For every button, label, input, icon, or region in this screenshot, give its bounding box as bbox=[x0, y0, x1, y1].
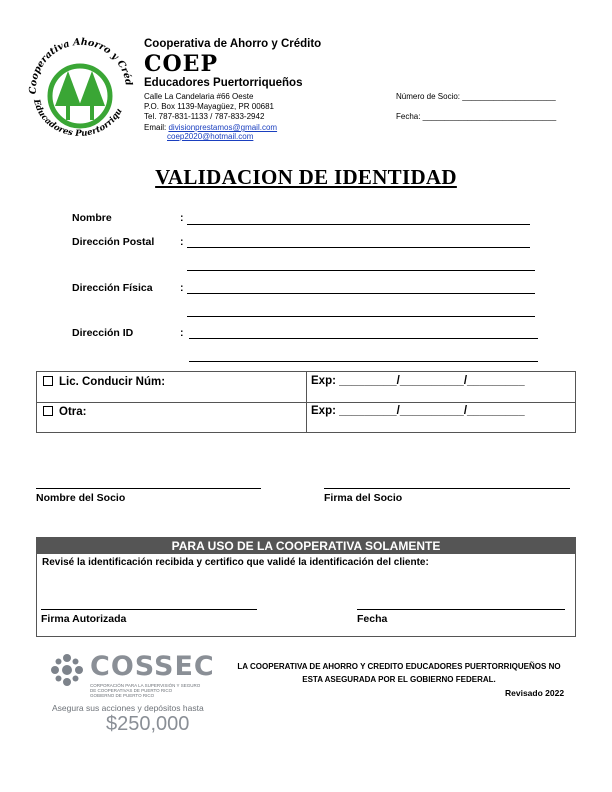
id-table bbox=[36, 371, 576, 433]
address-line-1: Calle La Candelaria #66 Oeste bbox=[144, 92, 254, 101]
nombre-label: Nombre bbox=[72, 212, 112, 224]
license-label: Lic. Conducir Núm: bbox=[59, 376, 166, 388]
notice-line-1: LA COOPERATIVA DE AHORRO Y CREDITO EDUCADORES PUERTORRIQUEÑOS NO bbox=[237, 662, 561, 671]
other-exp-field[interactable]: Exp: _________/__________/_________ bbox=[311, 405, 525, 417]
firma-socio-label: Firma del Socio bbox=[324, 492, 403, 504]
email-link-2[interactable]: coep2020@hotmail.com bbox=[167, 132, 254, 141]
firma-autorizada-label: Firma Autorizada bbox=[41, 613, 127, 625]
nombre-input-line[interactable] bbox=[187, 224, 530, 225]
other-option[interactable] bbox=[43, 406, 86, 418]
postal-input-line-2[interactable] bbox=[187, 270, 535, 271]
other-label: Otra: bbox=[59, 406, 87, 418]
cossec-name: COSSEC bbox=[90, 651, 215, 682]
page-title: VALIDACION DE IDENTIDAD bbox=[155, 165, 457, 189]
cossec-emblem-icon bbox=[50, 653, 84, 687]
coop-title: Cooperativa de Ahorro y Crédito bbox=[144, 38, 322, 50]
notice-line-2: ESTA ASEGURADA POR EL GOBIERNO FEDERAL. bbox=[302, 675, 496, 684]
cossec-subtitle-3: GOBIERNO DE PUERTO RICO bbox=[90, 693, 155, 698]
date-field[interactable]: Fecha: ______________________________ bbox=[396, 112, 557, 121]
coep-name: COEP bbox=[144, 51, 218, 77]
id-input-line-1[interactable] bbox=[189, 338, 538, 339]
email-link-1[interactable]: divisionprestamos@gmail.com bbox=[168, 123, 278, 132]
cossec-subtitle-1: CORPORACIÓN PARA LA SUPERVISIÓN Y SEGURO bbox=[90, 683, 201, 688]
socio-number-field[interactable]: Número de Socio: _____________________ bbox=[396, 92, 556, 101]
nombre-socio-label: Nombre del Socio bbox=[36, 492, 126, 504]
fisica-input-line-1[interactable] bbox=[187, 293, 535, 294]
coop-fecha-line[interactable] bbox=[357, 609, 565, 610]
firma-socio-line[interactable] bbox=[324, 488, 570, 489]
colon: : bbox=[180, 212, 184, 224]
cossec-subtitle-2: DE COOPERATIVAS DE PUERTO RICO bbox=[90, 688, 173, 693]
fisica-label: Dirección Física bbox=[72, 282, 153, 294]
coop-logo bbox=[22, 34, 134, 142]
postal-input-line-1[interactable] bbox=[187, 247, 530, 248]
coop-fecha-label: Fecha bbox=[357, 613, 388, 625]
license-exp-field[interactable]: Exp: _________/__________/_________ bbox=[311, 375, 525, 387]
fisica-input-line-2[interactable] bbox=[187, 316, 535, 317]
colon: : bbox=[180, 282, 184, 294]
coop-use-box bbox=[36, 537, 576, 637]
coop-use-header: PARA USO DE LA COOPERATIVA SOLAMENTE bbox=[37, 538, 575, 554]
phone-line: Tel. 787-831-1133 / 787-833-2942 bbox=[144, 112, 265, 121]
license-checkbox[interactable] bbox=[43, 376, 53, 386]
cossec-logo bbox=[36, 645, 232, 741]
colon: : bbox=[180, 327, 184, 339]
logo-text-top: Cooperativa Ahorro y Créd bbox=[27, 36, 134, 95]
nombre-socio-line[interactable] bbox=[36, 488, 261, 489]
educadores-name: Educadores Puertorriqueños bbox=[144, 77, 303, 89]
coop-use-statement: Revisé la identificación recibida y certifico que validé la identificación del cliente: bbox=[42, 557, 429, 568]
id-label: Dirección ID bbox=[72, 327, 134, 339]
revision-label: Revisado 2022 bbox=[505, 688, 565, 698]
firma-autorizada-line[interactable] bbox=[41, 609, 257, 610]
colon: : bbox=[180, 236, 184, 248]
id-input-line-2[interactable] bbox=[189, 361, 538, 362]
postal-label: Dirección Postal bbox=[72, 236, 155, 248]
cossec-tagline: Asegura sus acciones y depósitos hasta bbox=[52, 703, 204, 713]
address-line-2: P.O. Box 1139-Mayagüez, PR 00681 bbox=[144, 102, 275, 111]
logo-text-bottom: Educadores Puertorriqu bbox=[30, 98, 125, 139]
email-label: Email: bbox=[144, 123, 167, 132]
license-option[interactable] bbox=[43, 376, 165, 388]
cossec-amount: $250,000 bbox=[106, 713, 190, 735]
other-checkbox[interactable] bbox=[43, 406, 53, 416]
